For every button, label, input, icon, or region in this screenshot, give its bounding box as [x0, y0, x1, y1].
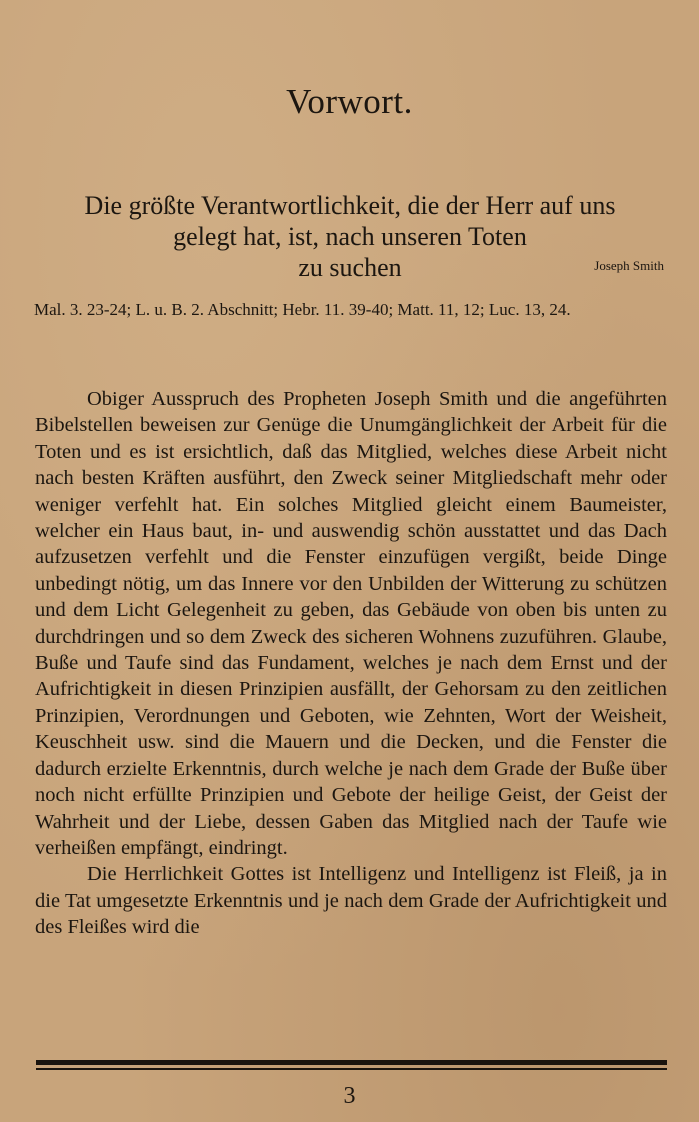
page-title: Vorwort.: [286, 82, 413, 121]
quote-author: Joseph Smith: [594, 258, 664, 273]
body-text: [35, 386, 667, 941]
footer-rule-thin: [36, 1068, 667, 1070]
footer-rule-thick: [36, 1060, 667, 1065]
quote-line-3: zu suchen: [298, 253, 402, 282]
quote-line-1: Die größte Verantwortlichkeit, die der Herr auf uns: [84, 191, 616, 220]
page-number: 3: [343, 1083, 356, 1109]
paragraph: Die Herrlichkeit Gottes ist Intelligenz und Intelligenz ist Fleiß, ja in die Tat umgesetzte Erkenntnis und je nach dem Grade der Aufrichtigkeit und des Fleißes wird die: [35, 863, 667, 939]
quote-line-3-container: [30, 252, 670, 283]
bible-references: Mal. 3. 23-24; L. u. B. 2. Abschnitt; Hebr. 11. 39-40; Matt. 11, 12; Luc. 13, 24.: [34, 300, 571, 319]
quote-line-2: gelegt hat, ist, nach unseren Toten: [173, 222, 527, 251]
epigraph-quote: [30, 190, 670, 283]
paragraph: Obiger Ausspruch des Propheten Joseph Smith und die angeführten Bibelstellen beweisen zur Genüge die Unumgänglichkeit der Arbeit für die Toten und es ist ersichtlich, daß das Mitglied, welches diese Arbeit nicht nach besten Kräften ausführt, den Zweck seiner Mitgliedschaft mehr oder weniger verfehlt hat. Ein solches Mitglied gleicht einem Baumeister, welcher ein Haus baut, in- und auswendig schön ausstattet und das Dach aufzusetzen verfehlt und die Fenster einzufügen vergißt, beide Dinge unbedingt nötig, um das Innere vor den Unbilden der Witterung zu schützen und dem Licht Gelegenheit zu geben, das Gebäude von oben bis unten zu durchdringen und so dem Zweck des sicheren Wohnens zuzuführen. Glaube, Buße und Taufe sind das Fundament, welches je nach dem Ernst und der Aufrichtigkeit in diesen Prinzipien ausfällt, der Gehorsam zu den zeitlichen Prinzipien, Verordnungen und Geboten, wie Zehnten, Wort der Weisheit, Keuschheit usw. sind die Mauern und die Decken, und die Fenster die dadurch erzielte Erkenntnis, durch welche je nach dem Grade der Buße über noch nicht erfüllte Prinzipien und Gebote der heilige Geist, der Geist der Wahrheit und der Liebe, dessen Gaben das Mitglied nach der Taufe wie verheißen empfängt, eindringt.: [35, 388, 667, 859]
